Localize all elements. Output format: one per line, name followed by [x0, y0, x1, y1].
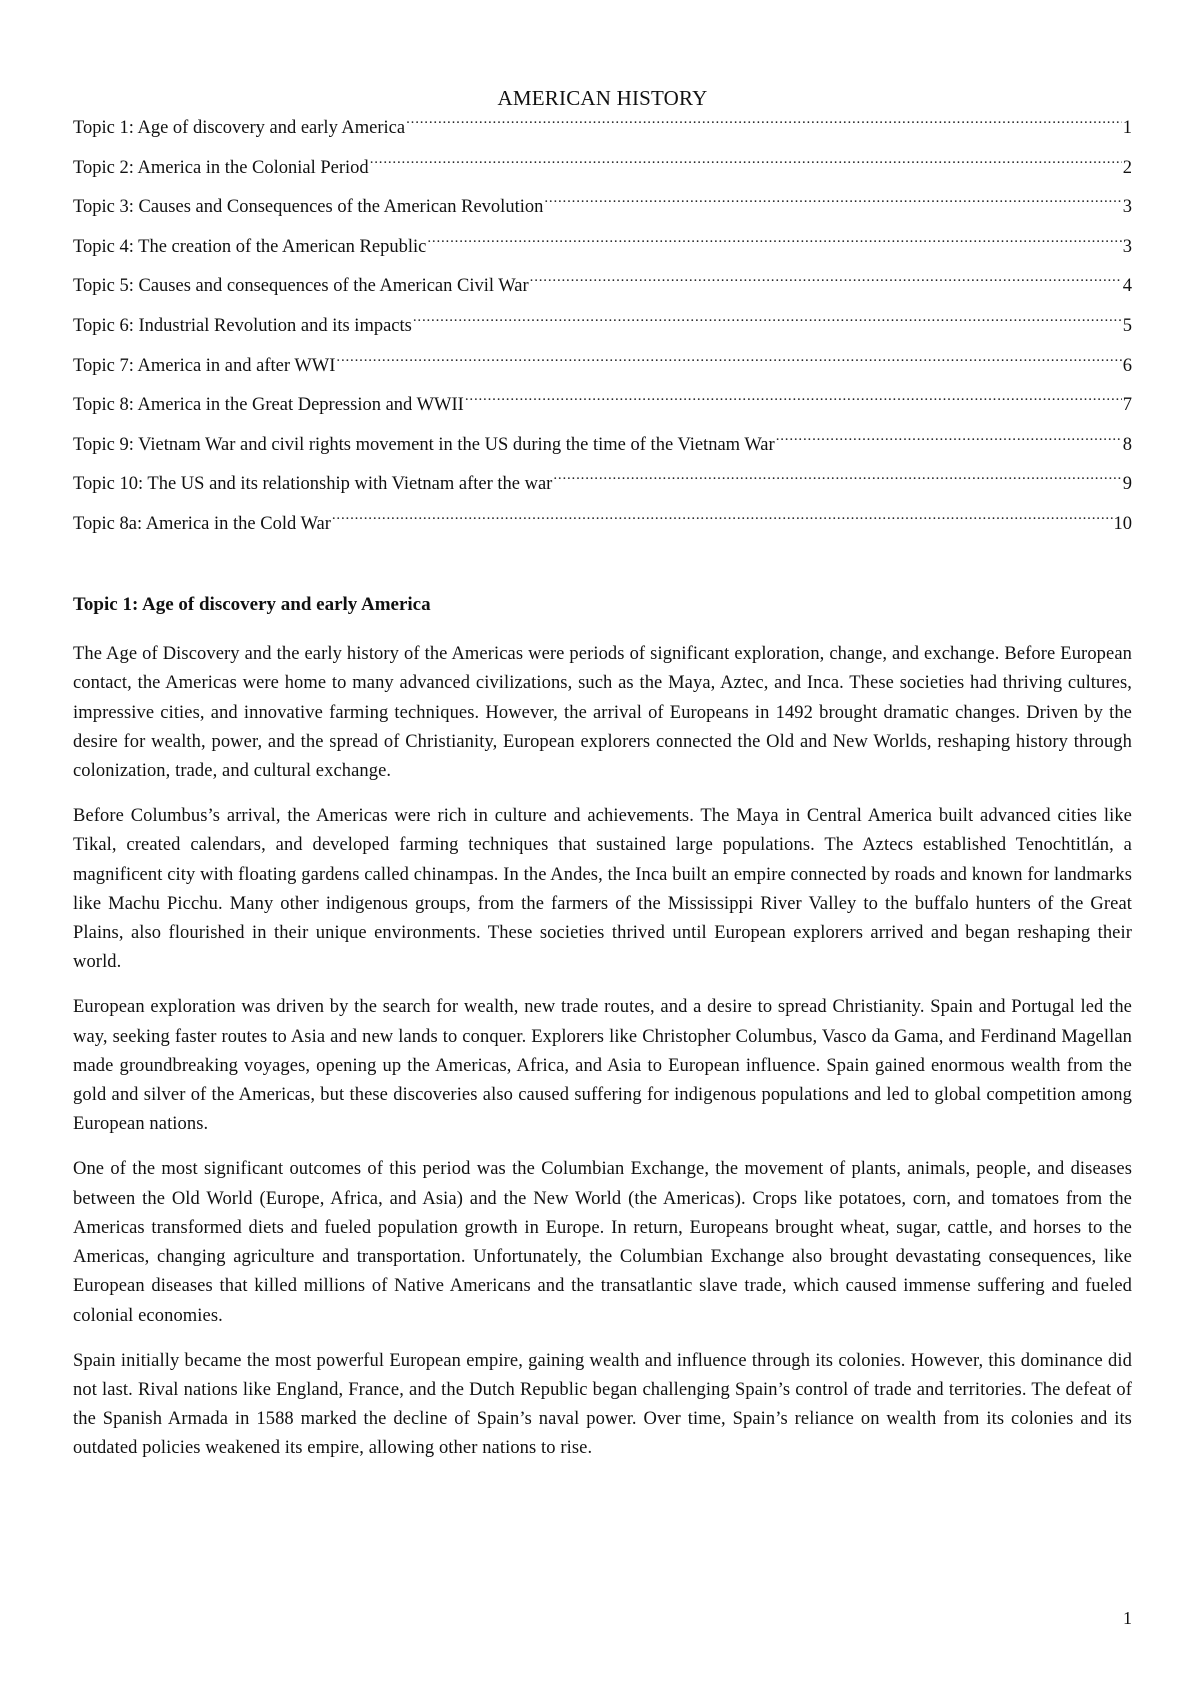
toc-entry[interactable] — [73, 509, 1132, 549]
toc-entry-page: 7 — [1122, 395, 1132, 416]
toc-entry-label: Topic 8: America in the Great Depression and WWII — [73, 395, 464, 416]
page-number: 1 — [1123, 1608, 1132, 1628]
toc-leader-dots — [413, 311, 1122, 331]
toc-entry-label: Topic 4: The creation of the American Republic — [73, 236, 427, 257]
toc-entry-page: 2 — [1122, 157, 1132, 178]
toc-entry[interactable] — [73, 430, 1132, 470]
toc-leader-dots — [544, 192, 1121, 212]
toc-entry-page: 6 — [1122, 355, 1132, 376]
toc-entry[interactable] — [73, 153, 1132, 193]
toc-leader-dots — [530, 271, 1122, 291]
toc-entry-page: 10 — [1113, 513, 1132, 534]
toc-entry-label: Topic 7: America in and after WWI — [73, 355, 336, 376]
toc-entry-page: 4 — [1122, 276, 1132, 297]
paragraph: Before Columbus’s arrival, the Americas were rich in culture and achievements. The Maya in Central America built advanced cities like Tikal, created calendars, and developed farming techniques that sustained large populations. The Aztecs established Tenochtitlán, a magnificent city with floating gardens called chinampas. In the Andes, the Inca built an empire connected by roads and known for landmarks like Machu Picchu. Many other indigenous groups, from the farmers of the Mississippi River Valley to the buffalo hunters of the Great Plains, also flourished in their unique environments. These societies thrived until European explorers arrived and began reshaping their world. — [73, 805, 1132, 973]
toc-entry-page: 3 — [1122, 197, 1132, 218]
section-body — [73, 640, 1132, 1479]
toc-leader-dots — [370, 153, 1122, 173]
toc-entry[interactable] — [73, 232, 1132, 272]
toc-entry-label: Topic 6: Industrial Revolution and its impacts — [73, 315, 412, 336]
toc-leader-dots — [776, 430, 1122, 450]
toc-leader-dots — [332, 509, 1113, 529]
toc-entry-label: Topic 8a: America in the Cold War — [73, 513, 331, 534]
toc-entry-label: Topic 5: Causes and consequences of the American Civil War — [73, 276, 529, 297]
toc-entry[interactable] — [73, 311, 1132, 351]
toc-entry-label: Topic 3: Causes and Consequences of the American Revolution — [73, 197, 544, 218]
toc-entry[interactable] — [73, 192, 1132, 232]
toc-entry[interactable] — [73, 351, 1132, 391]
toc-leader-dots — [336, 351, 1121, 371]
toc-leader-dots — [553, 469, 1121, 489]
paragraph: Spain initially became the most powerful European empire, gaining wealth and influence through its colonies. However, this dominance did not last. Rival nations like England, France, and the Dutch Republic began challenging Spain’s control of trade and territories. The defeat of the Spanish Armada in 1588 marked the decline of Spain’s naval power. Over time, Spain’s reliance on wealth from its colonies and its outdated policies weakened its empire, allowing other nations to rise. — [73, 1350, 1132, 1459]
toc-entry-label: Topic 9: Vietnam War and civil rights movement in the US during the time of the Vietnam War — [73, 434, 775, 455]
table-of-contents — [73, 113, 1132, 549]
toc-entry-page: 3 — [1122, 236, 1132, 257]
toc-leader-dots — [427, 232, 1121, 252]
toc-entry[interactable] — [73, 469, 1132, 509]
paragraph: European exploration was driven by the search for wealth, new trade routes, and a desire to spread Christianity. Spain and Portugal led the way, seeking faster routes to Asia and new lands to conquer. Explorers like Christopher Columbus, Vasco da Gama, and Ferdinand Magellan made groundbreaking voyages, opening up the Americas, Africa, and Asia to European influence. Spain gained enormous wealth from the gold and silver of the Americas, but these discoveries also caused suffering for indigenous populations and led to global competition among European nations. — [73, 997, 1132, 1135]
toc-entry-page: 5 — [1122, 315, 1132, 336]
document-title: AMERICAN HISTORY — [497, 86, 708, 110]
toc-entry[interactable] — [73, 390, 1132, 430]
toc-entry[interactable] — [73, 113, 1132, 153]
toc-entry[interactable] — [73, 271, 1132, 311]
document-page — [73, 0, 1132, 1696]
paragraph: One of the most significant outcomes of this period was the Columbian Exchange, the movement of plants, animals, people, and diseases between the Old World (Europe, Africa, and Asia) and the New World (the Americas). Crops like potatoes, corn, and tomatoes from the Americas transformed diets and fueled population growth in Europe. In return, Europeans brought wheat, sugar, cattle, and horses to the Americas, changing agriculture and transportation. Unfortunately, the Columbian Exchange also brought devastating consequences, like European diseases that killed millions of Native Americans and the transatlantic slave trade, which caused immense suffering and fueled colonial economies. — [73, 1159, 1132, 1326]
toc-entry-page: 8 — [1122, 434, 1132, 455]
toc-entry-label: Topic 2: America in the Colonial Period — [73, 157, 369, 178]
section-heading: Topic 1: Age of discovery and early America — [73, 594, 431, 615]
toc-entry-page: 9 — [1122, 474, 1132, 495]
paragraph: The Age of Discovery and the early history of the Americas were periods of significant exploration, change, and exchange. Before European contact, the Americas were home to many advanced civilizations, such as the Maya, Aztec, and Inca. These societies had thriving cultures, impressive cities, and innovative farming techniques. However, the arrival of Europeans in 1492 brought dramatic changes. Driven by the desire for wealth, power, and the spread of Christianity, European explorers connected the Old and New Worlds, reshaping history through colonization, trade, and cultural exchange. — [73, 644, 1132, 782]
toc-leader-dots — [406, 113, 1122, 133]
toc-entry-label: Topic 10: The US and its relationship with Vietnam after the war — [73, 474, 553, 495]
toc-entry-page: 1 — [1122, 118, 1132, 138]
toc-leader-dots — [465, 390, 1122, 410]
toc-entry-label: Topic 1: Age of discovery and early America — [73, 118, 406, 138]
